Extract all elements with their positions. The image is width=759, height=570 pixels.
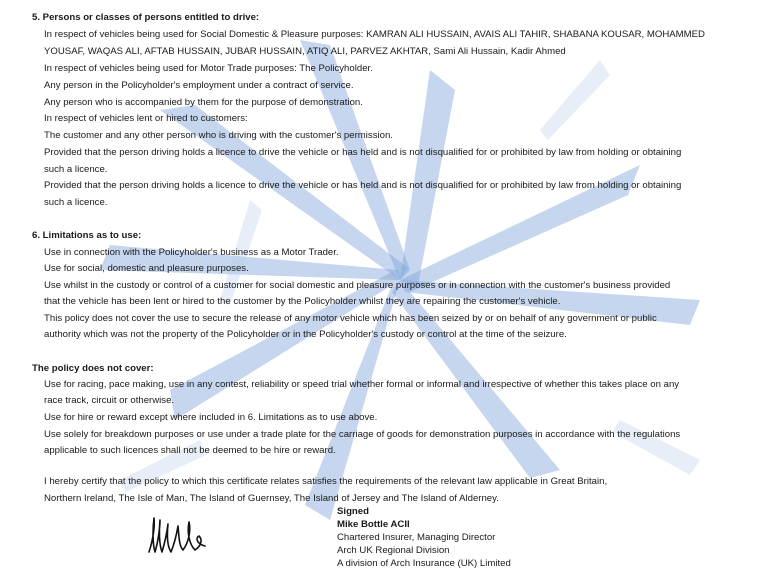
signatory-company: A division of Arch Insurance (UK) Limited (337, 558, 511, 569)
section-6-line: Use whilst in the custody or control of a customer for social domestic and pleasure purposes or in connection with the customer's business provided (44, 280, 671, 291)
section-5-line: Any person who is accompanied by them for the purpose of demonstration. (44, 97, 363, 108)
signed-label: Signed (337, 506, 369, 517)
section-5-line: Provided that the person driving holds a licence to drive the vehicle or has held and is not disqualified for or prohibited by law from holding or obtaining (44, 147, 682, 158)
section-6-line: Use for social, domestic and pleasure purposes. (44, 263, 249, 274)
section-5-line: In respect of vehicles lent or hired to customers: (44, 113, 248, 124)
not-covered-heading: The policy does not cover: (32, 363, 154, 374)
section-6-line: This policy does not cover the use to secure the release of any motor vehicle which has been seized by or on behalf of any government or public (44, 313, 657, 324)
section-6-heading: 6. Limitations as to use: (32, 230, 142, 241)
not-covered-line: Use solely for breakdown purposes or use under a trade plate for the carriage of goods for demonstration purposes in accordance with the regulations (44, 429, 681, 440)
not-covered-line: applicable to such licences shall not be deemed to be hire or reward. (44, 445, 336, 456)
section-5-line: Provided that the person driving holds a licence to drive the vehicle or has held and is not disqualified for or prohibited by law from holding or obtaining (44, 180, 682, 191)
not-covered-line: Use for racing, pace making, use in any contest, reliability or speed trial whether formal or informal and irrespective of whether this takes place on any (44, 379, 680, 390)
signatory-title: Chartered Insurer, Managing Director (337, 532, 496, 543)
section-6-line: Use in connection with the Policyholder's business as a Motor Trader. (44, 247, 339, 258)
section-5-heading: 5. Persons or classes of persons entitled to drive: (32, 12, 260, 23)
section-5-line: Any person in the Policyholder's employment under a contract of service. (44, 80, 354, 91)
section-5-line: YOUSAF, WAQAS ALI, AFTAB HUSSAIN, JUBAR HUSSAIN, ATIQ ALI, PARVEZ AKHTAR, Sami Ali Hussain, Kadir Ahmed (44, 46, 566, 57)
not-covered-line: Use for hire or reward except where included in 6. Limitations as to use above. (44, 412, 378, 423)
section-5-line: such a licence. (44, 197, 108, 208)
not-covered-line: race track, circuit or otherwise. (44, 395, 175, 406)
certification-line: Northern Ireland, The Isle of Man, The Island of Guernsey, The Island of Jersey and The Island of Alderney. (44, 493, 499, 504)
handwritten-signature-icon (145, 512, 215, 558)
section-6-line: authority which was not the property of the Policyholder or in the Policyholder's custody or control at the time of the seizure. (44, 329, 567, 340)
certification-line: I hereby certify that the policy to which this certificate relates satisfies the requirements of the relevant law applicable in Great Britain, (44, 476, 608, 487)
signatory-division: Arch UK Regional Division (337, 545, 450, 556)
section-5-line: In respect of vehicles being used for Social Domestic & Pleasure purposes: KAMRAN ALI HUSSAIN, AVAIS ALI TAHIR, SHABANA KOUSAR, MOHAMMED (44, 29, 705, 40)
section-5-line: In respect of vehicles being used for Motor Trade purposes: The Policyholder. (44, 63, 373, 74)
signatory-name: Mike Bottle ACII (337, 519, 410, 530)
section-5-line: The customer and any other person who is driving with the customer's permission. (44, 130, 393, 141)
section-5-line: such a licence. (44, 164, 108, 175)
section-6-line: that the vehicle has been lent or hired to the customer by the Policyholder whilst they are repairing the customer's vehicle. (44, 296, 561, 307)
